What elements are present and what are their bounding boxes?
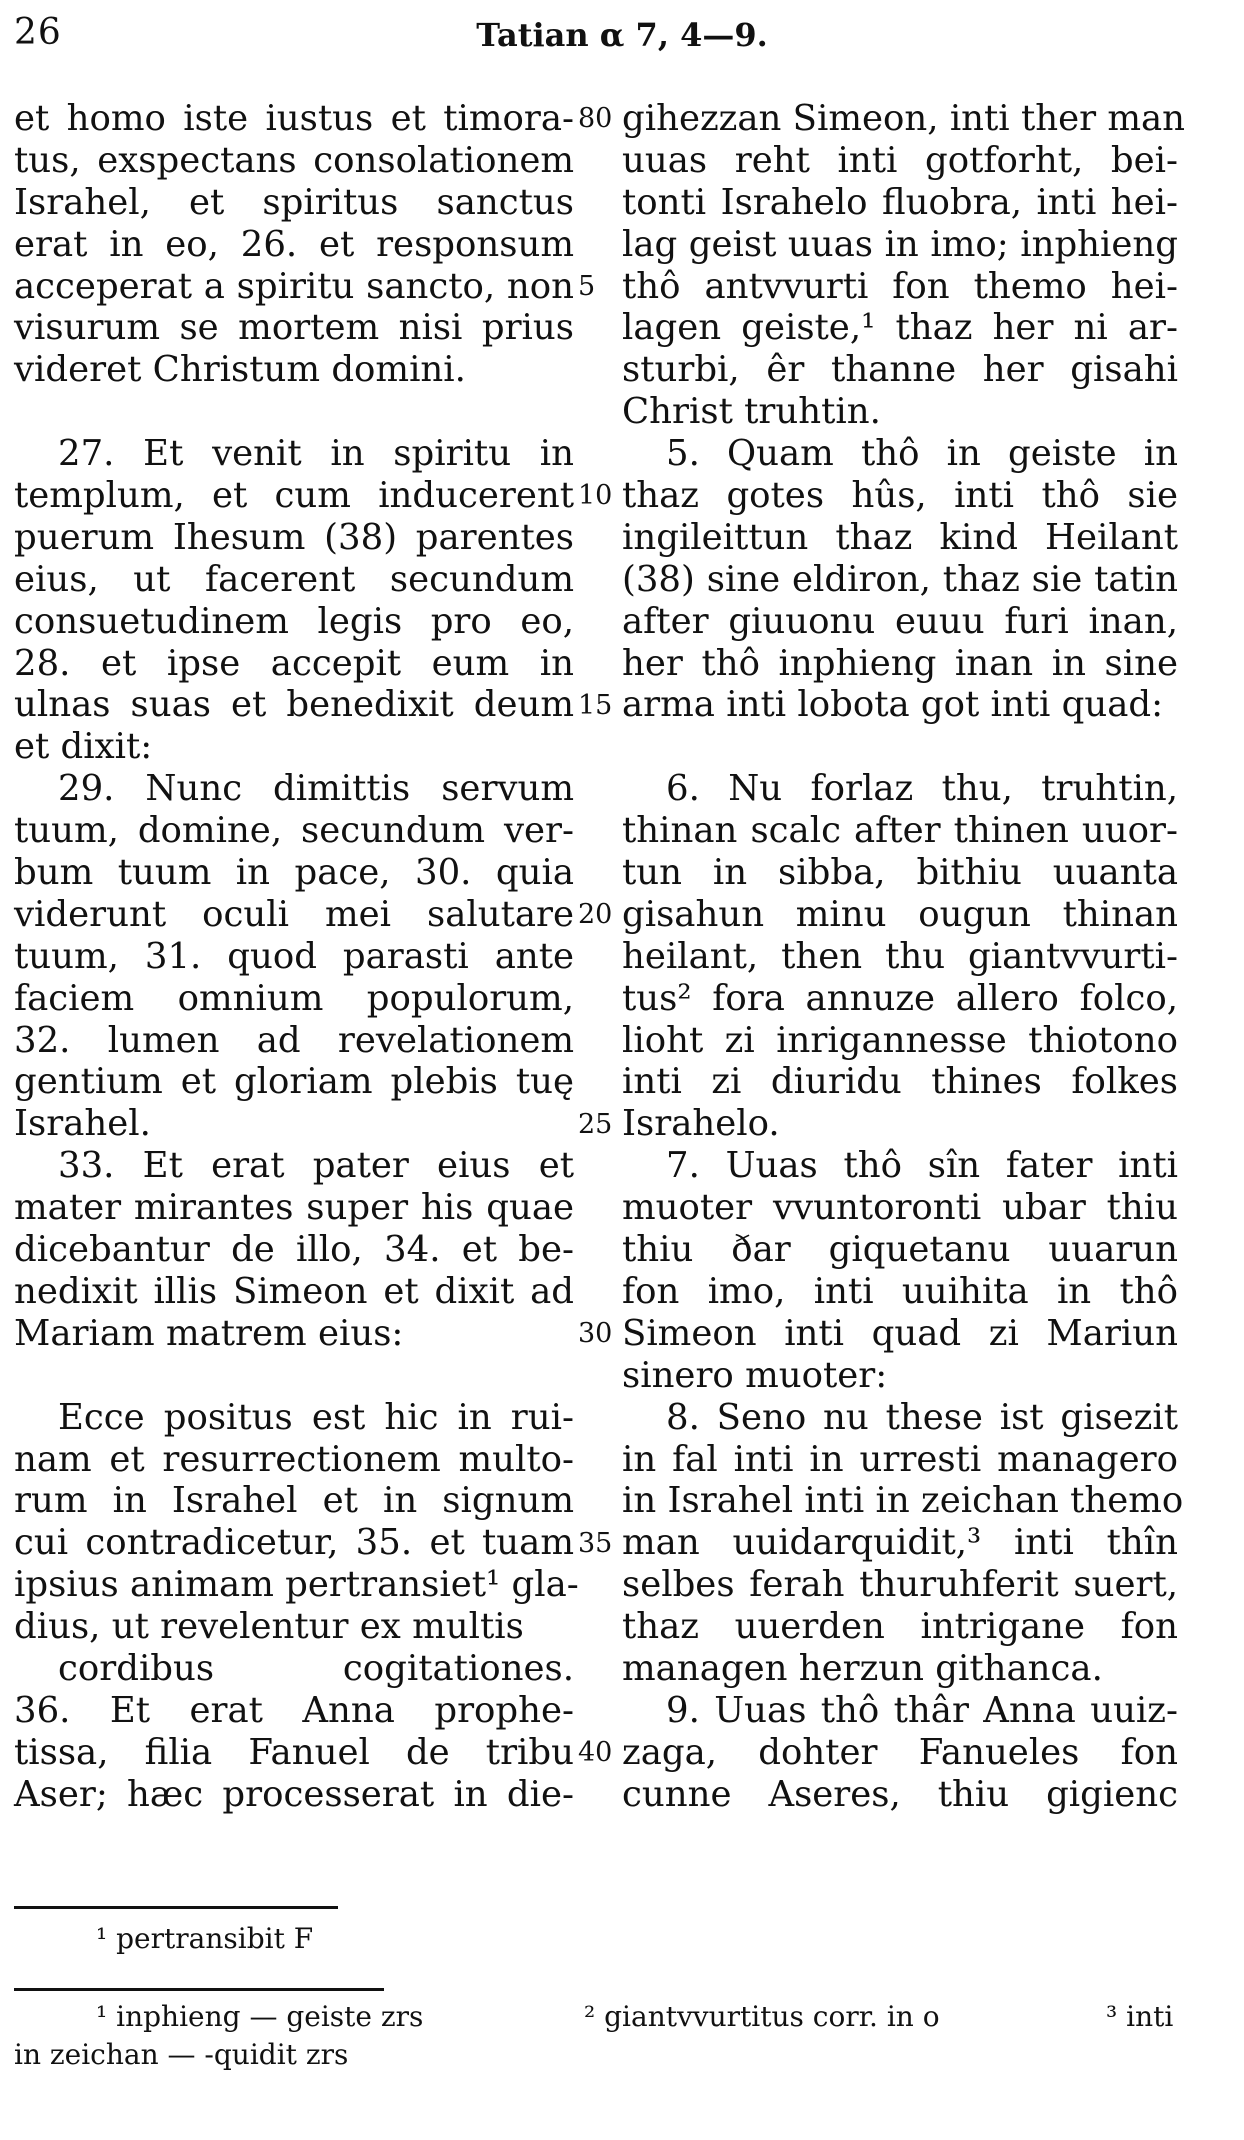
ohg-text-line: muoter vvuntoronti ubar thiu	[622, 1187, 1178, 1229]
latin-text-line: cui contradicetur, 35. et tuam	[14, 1522, 574, 1564]
footnote-separator	[14, 1906, 338, 1909]
ohg-text-line: in Israhel inti in zeichan themo	[622, 1480, 1184, 1522]
old-high-german-column	[622, 98, 1186, 1816]
ohg-text-line: Israhelo.	[622, 1103, 780, 1145]
footnote-ohg-1-continued: in zeichan — -quidit zrs	[14, 2038, 349, 2071]
latin-text-line: bum tuum in pace, 30. quia	[14, 852, 574, 894]
ohg-text-line: in fal inti in urresti managero	[622, 1438, 1178, 1480]
line-number: 20	[578, 899, 613, 931]
ohg-text-line: thô antvvurti fon themo hei-	[622, 265, 1178, 307]
latin-text-line: cordibus cogitationes.	[58, 1647, 574, 1689]
latin-text-line: 27. Et venit in spiritu in	[58, 433, 574, 475]
ohg-text-line: thaz gotes hûs, inti thô sie	[622, 475, 1178, 517]
latin-text-line: ulnas suas et benedixit deum	[14, 684, 574, 726]
latin-text-line: eius, ut facerent secundum	[14, 558, 574, 600]
ohg-text-line: Simeon inti quad zi Mariun	[622, 1312, 1178, 1354]
line-number: 15	[578, 689, 613, 721]
ohg-text-line: lioht zi inrigannesse thiotono	[622, 1019, 1178, 1061]
ohg-text-line: (38) sine eldiron, thaz sie tatin	[622, 558, 1178, 600]
latin-text-line: 36. Et erat Anna prophe-	[14, 1689, 574, 1731]
page-header	[0, 12, 1244, 62]
ohg-text-line: thinan scalc after thinen uuor-	[622, 810, 1178, 852]
ohg-text-line: thiu ðar giquetanu uuarun	[622, 1229, 1178, 1271]
ohg-text-line: thaz uuerden intrigane fon	[622, 1606, 1178, 1648]
latin-text-line: Israhel, et spiritus sanctus	[14, 181, 574, 223]
latin-text-line: et homo iste iustus et timora-	[14, 98, 574, 139]
ohg-text-line: sinero muoter:	[622, 1354, 888, 1396]
ohg-text-line: zaga, dohter Fanueles fon	[622, 1731, 1178, 1773]
latin-text-line: templum, et cum inducerent	[14, 475, 574, 517]
latin-text-line: tuum, 31. quod parasti ante	[14, 935, 574, 977]
latin-text-line: faciem omnium populorum,	[14, 977, 574, 1019]
latin-text-line: gentium et gloriam plebis tuę	[14, 1061, 574, 1103]
latin-text-line: tissa, filia Fanuel de tribu	[14, 1731, 574, 1773]
footnote-ohg-2: ² giantvvurtitus corr. in o	[584, 2000, 940, 2033]
line-number: 40	[578, 1737, 613, 1769]
line-number: 30	[578, 1318, 613, 1350]
ohg-text-line: after giuuonu euuu furi inan,	[622, 600, 1178, 642]
ohg-text-line: uuas reht inti gotforht, bei-	[622, 139, 1178, 181]
ohg-text-line: inti zi diuridu thines folkes	[622, 1061, 1178, 1103]
latin-text-line: videret Christum domini.	[14, 349, 466, 391]
line-number: 5	[578, 270, 596, 302]
latin-text-line: ipsius animam pertransiet¹ gla-	[14, 1564, 579, 1606]
ohg-text-line: 8. Seno nu these ist gisezit	[666, 1396, 1178, 1438]
line-number: 80	[578, 103, 613, 134]
latin-text-line: dicebantur de illo, 34. et be-	[14, 1229, 574, 1271]
line-number: 35	[578, 1527, 613, 1559]
ohg-text-line: lag geist uuas in imo; inphieng	[622, 223, 1178, 265]
ohg-text-line: sturbi, êr thanne her gisahi	[622, 349, 1178, 391]
latin-text-line: consuetudinem legis pro eo,	[14, 600, 574, 642]
latin-text-line: visurum se mortem nisi prius	[14, 307, 574, 349]
latin-text-line: 28. et ipse accepit eum in	[14, 642, 574, 684]
ohg-text-line: cunne Aseres, thiu gigienc	[622, 1773, 1178, 1815]
latin-text-line: 33. Et erat pater eius et	[58, 1145, 574, 1187]
ohg-text-line: fon imo, inti uuihita in thô	[622, 1270, 1178, 1312]
latin-text-line: dius, ut revelentur ex multis	[14, 1606, 524, 1648]
ohg-text-line: 9. Uuas thô thâr Anna uuiz-	[666, 1689, 1178, 1731]
ohg-text-line: tun in sibba, bithiu uuanta	[622, 852, 1178, 894]
latin-text-line: erat in eo, 26. et responsum	[14, 223, 574, 265]
ohg-text-line: man uuidarquidit,³ inti thîn	[622, 1522, 1178, 1564]
latin-text-line: 32. lumen ad revelationem	[14, 1019, 574, 1061]
latin-text-line: tuum, domine, secundum ver-	[14, 810, 574, 852]
latin-text-line: rum in Israhel et in signum	[14, 1480, 574, 1522]
ohg-text-line: lagen geiste,¹ thaz her ni ar-	[622, 307, 1178, 349]
latin-text-line: et dixit:	[14, 726, 153, 768]
latin-text-line: 29. Nunc dimittis servum	[58, 768, 574, 810]
latin-text-line: Mariam matrem eius:	[14, 1312, 404, 1354]
ohg-text-line	[622, 726, 1178, 768]
latin-text-line	[14, 1355, 574, 1397]
ohg-text-line: tonti Israhelo fluobra, inti hei-	[622, 181, 1178, 223]
latin-text-line: acceperat a spiritu sancto, non	[14, 265, 574, 307]
latin-text-line	[14, 391, 574, 433]
running-title: Tatian α 7, 4—9.	[476, 16, 768, 54]
line-number: 25	[578, 1108, 613, 1140]
latin-text-line: Aser; hæc processerat in die-	[14, 1773, 574, 1815]
latin-text-line: tus, exspectans consolationem	[14, 139, 574, 181]
ohg-text-line: arma inti lobota got inti quad:	[622, 684, 1164, 726]
ohg-text-line: managen herzun githanca.	[622, 1647, 1103, 1689]
ohg-text-line: selbes ferah thuruhferit suert,	[622, 1564, 1178, 1606]
latin-text-line: nam et resurrectionem multo-	[14, 1438, 574, 1480]
footnote-ohg-1: ¹ inphieng — geiste zrs	[96, 2000, 424, 2033]
latin-text-line: mater mirantes super his quae	[14, 1187, 574, 1229]
latin-column	[14, 98, 579, 1816]
ohg-text-line: 7. Uuas thô sîn fater inti	[666, 1145, 1178, 1187]
latin-text-line: Ecce positus est hic in rui-	[58, 1396, 574, 1438]
footnote-ohg-3: ³ inti	[1106, 2000, 1174, 2033]
latin-text-line: nedixit illis Simeon et dixit ad	[14, 1270, 574, 1312]
latin-text-line: viderunt oculi mei salutare	[14, 893, 574, 935]
ohg-text-line: heilant, then thu giantvvurti-	[622, 935, 1178, 977]
ohg-text-line: her thô inphieng inan in sine	[622, 642, 1178, 684]
latin-text-line: puerum Ihesum (38) parentes	[14, 516, 574, 558]
ohg-text-line: gihezzan Simeon, inti ther man	[622, 98, 1186, 139]
ohg-text-line: gisahun minu ougun thinan	[622, 893, 1178, 935]
line-number: 10	[578, 480, 613, 512]
ohg-text-line: tus² fora annuze allero folco,	[622, 977, 1178, 1019]
latin-text-line: Israhel.	[14, 1103, 151, 1145]
ohg-text-line: 5. Quam thô in geiste in	[666, 433, 1178, 475]
page-number: 26	[14, 12, 62, 53]
ohg-text-line: 6. Nu forlaz thu, truhtin,	[666, 768, 1178, 810]
footnote-separator	[14, 1988, 384, 1991]
ohg-text-line: ingileittun thaz kind Heilant	[622, 516, 1178, 558]
footnote-latin: ¹ pertransibit F	[96, 1922, 314, 1955]
ohg-text-line: Christ truhtin.	[622, 391, 881, 433]
